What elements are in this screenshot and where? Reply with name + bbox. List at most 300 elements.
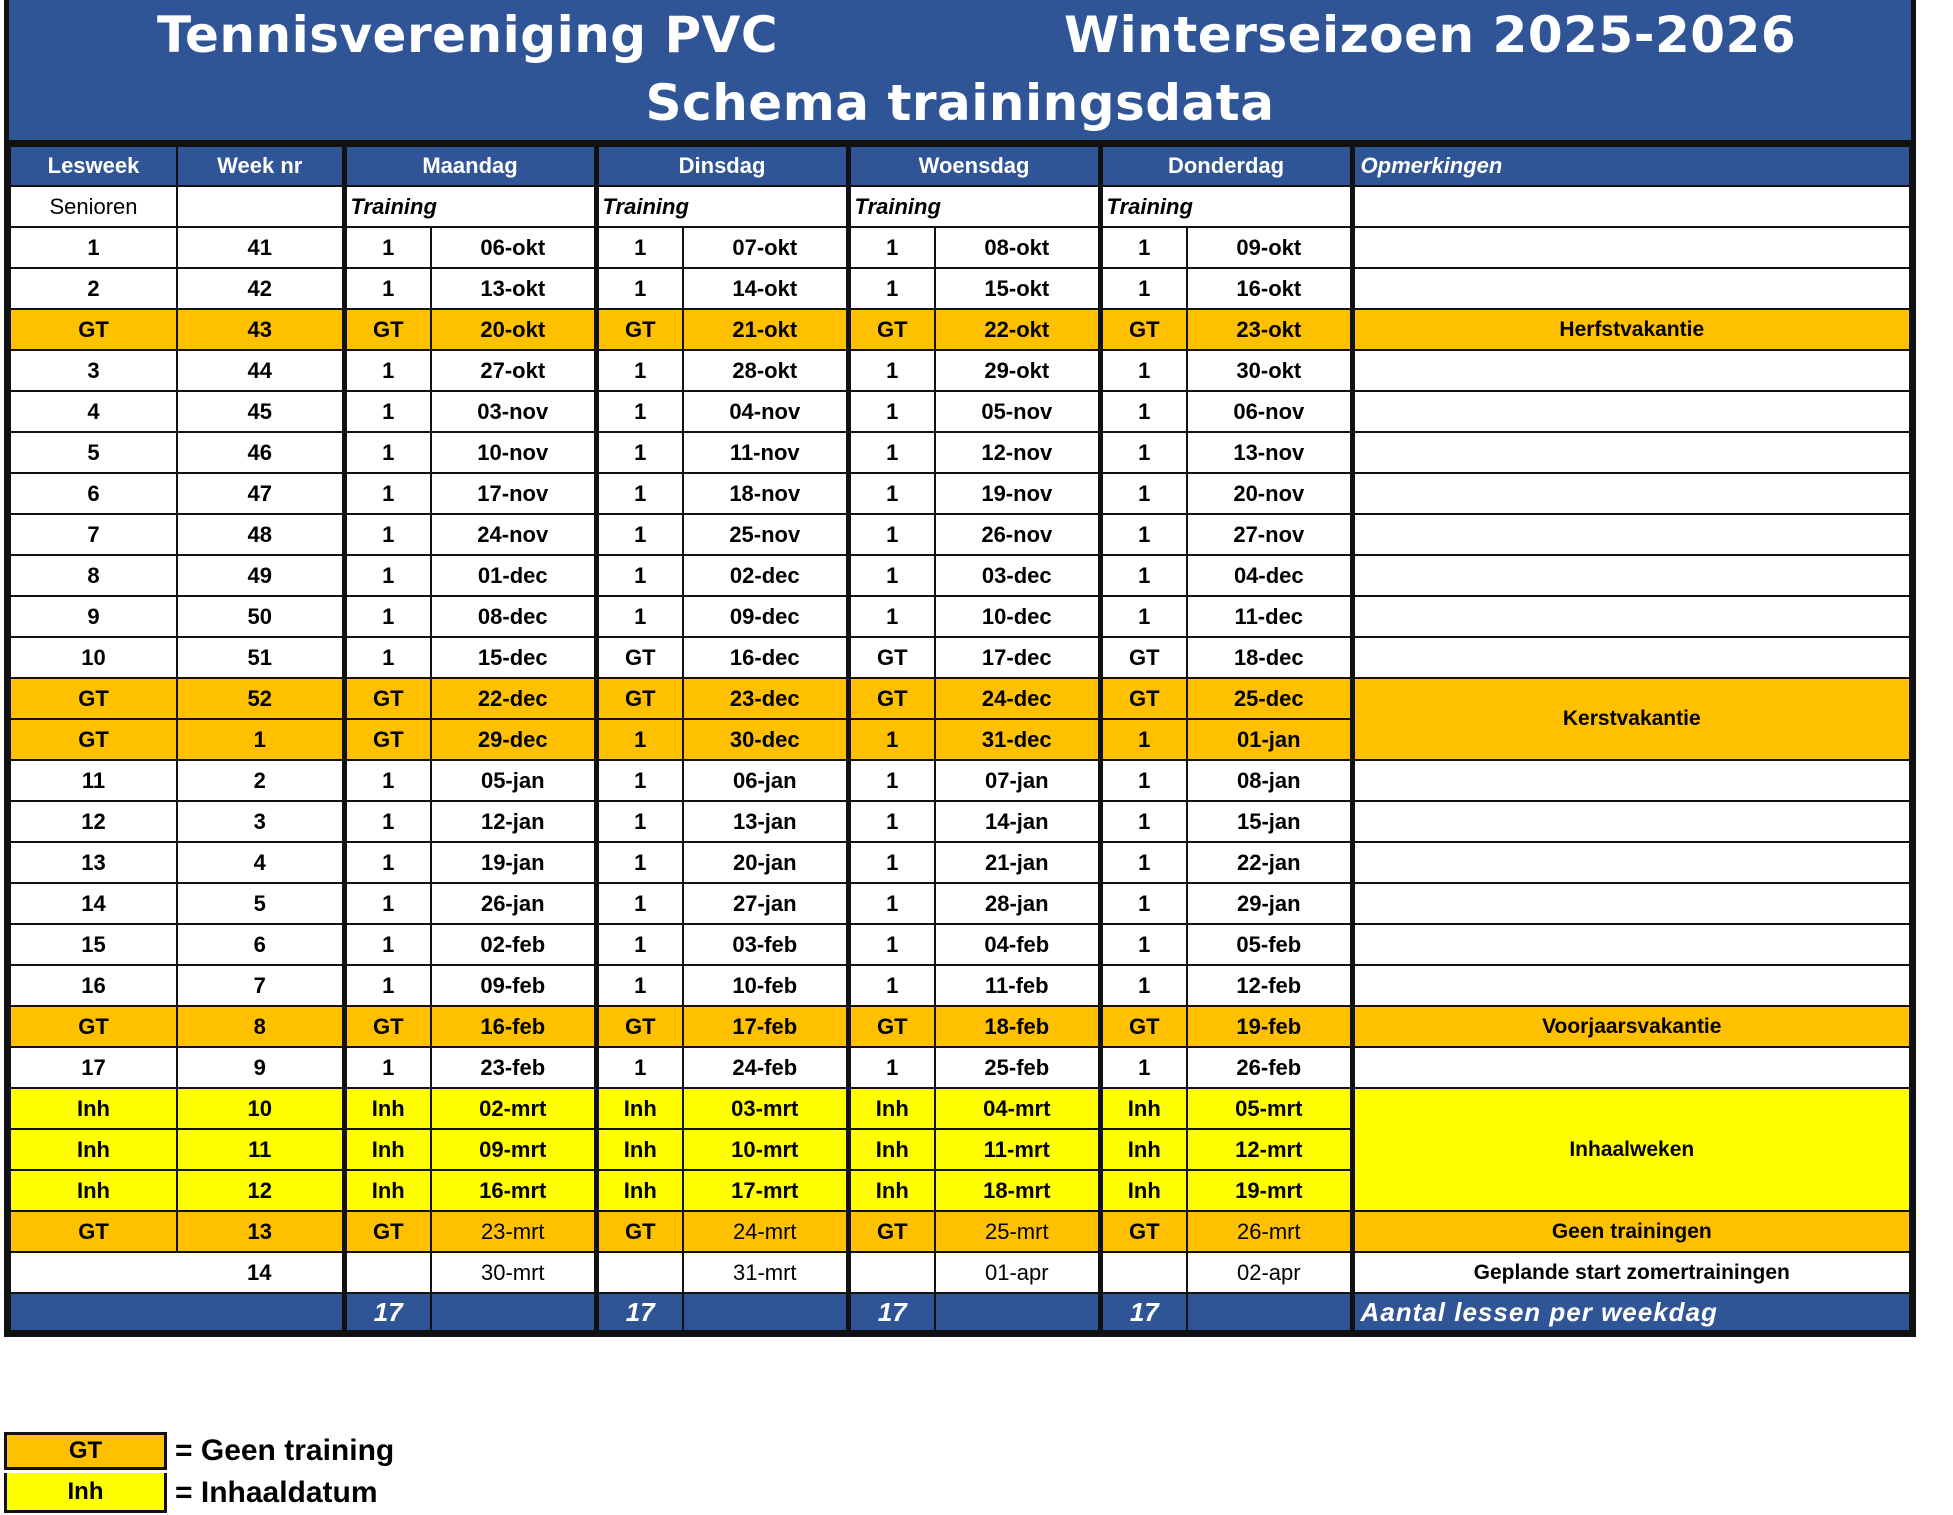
date-cell: 04-dec [1187, 555, 1352, 596]
session-count-cell: 1 [848, 350, 935, 391]
date-cell: 05-nov [935, 391, 1100, 432]
table-row [10, 801, 1910, 842]
remark-cell: Voorjaarsvakantie [1352, 1006, 1910, 1047]
session-count-cell: 1 [344, 391, 431, 432]
group-label: Senioren [10, 186, 177, 227]
count-maandag: 17 [344, 1293, 431, 1331]
session-count-cell: 1 [848, 924, 935, 965]
lesweek-cell: 11 [10, 760, 177, 801]
session-count-cell: 1 [1100, 227, 1187, 268]
date-cell: 01-jan [1187, 719, 1352, 760]
table-row [10, 473, 1910, 514]
date-cell: 07-jan [935, 760, 1100, 801]
session-count-cell: GT [596, 1006, 683, 1047]
table-row [10, 227, 1910, 268]
legend-item-inh [4, 1472, 394, 1514]
session-count-cell: 1 [344, 432, 431, 473]
session-count-cell: 1 [848, 473, 935, 514]
date-cell: 09-okt [1187, 227, 1352, 268]
remark-cell [1352, 432, 1910, 473]
date-cell: 19-nov [935, 473, 1100, 514]
date-cell: 18-feb [935, 1006, 1100, 1047]
lesweek-cell: 3 [10, 350, 177, 391]
table-row [10, 678, 1910, 719]
remark-cell [1352, 924, 1910, 965]
table-row [10, 1088, 1910, 1129]
date-cell: 22-dec [431, 678, 596, 719]
totals-label: Aantal lessen per weekdag [1352, 1293, 1910, 1331]
remark-cell: Geen trainingen [1352, 1211, 1910, 1252]
date-cell: 09-dec [683, 596, 848, 637]
session-count-cell: Inh [344, 1129, 431, 1170]
lesweek-cell: 10 [10, 637, 177, 678]
session-count-cell: 1 [1100, 760, 1187, 801]
date-cell: 10-dec [935, 596, 1100, 637]
session-count-cell: GT [1100, 1211, 1187, 1252]
date-cell: 30-mrt [431, 1252, 596, 1293]
date-cell: 28-jan [935, 883, 1100, 924]
weeknr-cell: 46 [177, 432, 344, 473]
session-count-cell: 1 [848, 432, 935, 473]
weeknr-cell: 9 [177, 1047, 344, 1088]
date-cell: 20-jan [683, 842, 848, 883]
date-cell: 14-okt [683, 268, 848, 309]
date-cell: 03-feb [683, 924, 848, 965]
date-cell: 30-okt [1187, 350, 1352, 391]
table-row [10, 924, 1910, 965]
col-opmerkingen: Opmerkingen [1352, 146, 1910, 186]
empty-cell [683, 1293, 848, 1331]
session-count-cell: GT [596, 1211, 683, 1252]
schedule-body [10, 227, 1910, 1293]
weeknr-cell: 14 [177, 1252, 344, 1293]
session-count-cell: 1 [596, 391, 683, 432]
session-count-cell: Inh [848, 1170, 935, 1211]
col-maandag: Maandag [344, 146, 596, 186]
date-cell: 23-okt [1187, 309, 1352, 350]
lesweek-cell: 5 [10, 432, 177, 473]
remark-cell [1352, 1047, 1910, 1088]
weeknr-cell: 6 [177, 924, 344, 965]
date-cell: 12-nov [935, 432, 1100, 473]
date-cell: 27-okt [431, 350, 596, 391]
date-cell: 24-feb [683, 1047, 848, 1088]
session-count-cell: GT [596, 309, 683, 350]
session-count-cell [1100, 1252, 1187, 1293]
remark-cell [1352, 637, 1910, 678]
session-count-cell: 1 [596, 883, 683, 924]
date-cell: 25-nov [683, 514, 848, 555]
session-count-cell: GT [1100, 1006, 1187, 1047]
session-count-cell: 1 [1100, 842, 1187, 883]
session-count-cell: 1 [1100, 883, 1187, 924]
session-count-cell [596, 1252, 683, 1293]
date-cell: 17-nov [431, 473, 596, 514]
session-count-cell: 1 [848, 801, 935, 842]
season-title: Winterseizoen 2025-2026 [1064, 6, 1797, 64]
date-cell: 05-feb [1187, 924, 1352, 965]
lesweek-cell: GT [10, 719, 177, 760]
date-cell: 15-dec [431, 637, 596, 678]
session-count-cell: 1 [1100, 965, 1187, 1006]
session-count-cell: GT [344, 309, 431, 350]
session-count-cell: 1 [848, 965, 935, 1006]
session-count-cell: GT [344, 1006, 431, 1047]
date-cell: 26-mrt [1187, 1211, 1352, 1252]
session-count-cell: Inh [1100, 1129, 1187, 1170]
session-count-cell: 1 [596, 842, 683, 883]
weeknr-cell: 8 [177, 1006, 344, 1047]
date-cell: 18-nov [683, 473, 848, 514]
date-cell: 31-dec [935, 719, 1100, 760]
date-cell: 29-dec [431, 719, 596, 760]
date-cell: 02-dec [683, 555, 848, 596]
session-count-cell: GT [1100, 637, 1187, 678]
remark-cell [1352, 760, 1910, 801]
date-cell: 03-nov [431, 391, 596, 432]
table-row [10, 760, 1910, 801]
date-cell: 12-feb [1187, 965, 1352, 1006]
date-cell: 10-mrt [683, 1129, 848, 1170]
date-cell: 15-okt [935, 268, 1100, 309]
weeknr-cell: 1 [177, 719, 344, 760]
lesweek-cell: 4 [10, 391, 177, 432]
weeknr-cell: 42 [177, 268, 344, 309]
legend [4, 1430, 394, 1514]
date-cell: 24-dec [935, 678, 1100, 719]
date-cell: 01-dec [431, 555, 596, 596]
session-count-cell: GT [1100, 309, 1187, 350]
lesweek-cell: Inh [10, 1088, 177, 1129]
legend-item-gt [4, 1430, 394, 1472]
weeknr-cell: 44 [177, 350, 344, 391]
count-dinsdag: 17 [596, 1293, 683, 1331]
session-count-cell: 1 [848, 596, 935, 637]
session-count-cell: Inh [596, 1129, 683, 1170]
schedule-sheet [4, 0, 1916, 1337]
date-cell: 04-nov [683, 391, 848, 432]
table-row [10, 555, 1910, 596]
table-row [10, 268, 1910, 309]
remark-cell: Kerstvakantie [1352, 678, 1910, 760]
date-cell: 03-dec [935, 555, 1100, 596]
lesweek-cell: GT [10, 1211, 177, 1252]
session-count-cell: 1 [1100, 801, 1187, 842]
session-count-cell: GT [848, 1006, 935, 1047]
lesweek-cell: 15 [10, 924, 177, 965]
remark-cell: Geplande start zomertrainingen [1352, 1252, 1910, 1293]
date-cell: 26-feb [1187, 1047, 1352, 1088]
club-title: Tennisvereniging PVC [157, 6, 779, 64]
date-cell: 05-jan [431, 760, 596, 801]
totals-row [10, 1293, 1910, 1331]
date-cell: 08-dec [431, 596, 596, 637]
lesweek-cell: GT [10, 678, 177, 719]
date-cell: 21-jan [935, 842, 1100, 883]
date-cell: 16-okt [1187, 268, 1352, 309]
lesweek-cell: GT [10, 309, 177, 350]
session-count-cell: 1 [848, 719, 935, 760]
session-count-cell: GT [848, 678, 935, 719]
weeknr-cell: 12 [177, 1170, 344, 1211]
remark-cell [1352, 555, 1910, 596]
date-cell: 11-mrt [935, 1129, 1100, 1170]
lesweek-cell: Inh [10, 1170, 177, 1211]
session-count-cell: Inh [1100, 1088, 1187, 1129]
session-count-cell: 1 [596, 760, 683, 801]
session-count-cell: GT [848, 1211, 935, 1252]
remark-cell [1352, 268, 1910, 309]
session-count-cell: 1 [596, 801, 683, 842]
count-donderdag: 17 [1100, 1293, 1187, 1331]
session-count-cell: 1 [344, 801, 431, 842]
session-count-cell: 1 [848, 883, 935, 924]
session-count-cell: 1 [596, 514, 683, 555]
session-count-cell: 1 [848, 268, 935, 309]
empty-cell [1352, 186, 1910, 227]
session-count-cell: Inh [596, 1170, 683, 1211]
lesweek-cell: 16 [10, 965, 177, 1006]
table-row [10, 1047, 1910, 1088]
date-cell: 26-nov [935, 514, 1100, 555]
session-count-cell: 1 [344, 1047, 431, 1088]
date-cell: 09-mrt [431, 1129, 596, 1170]
session-count-cell: GT [596, 678, 683, 719]
date-cell: 20-nov [1187, 473, 1352, 514]
session-count-cell: 1 [848, 514, 935, 555]
date-cell: 31-mrt [683, 1252, 848, 1293]
training-label: Training [344, 186, 596, 227]
table-row [10, 1006, 1910, 1047]
weeknr-cell: 48 [177, 514, 344, 555]
lesweek-cell: 14 [10, 883, 177, 924]
lesweek-cell: 13 [10, 842, 177, 883]
date-cell: 02-feb [431, 924, 596, 965]
session-count-cell: 1 [596, 227, 683, 268]
date-cell: 11-feb [935, 965, 1100, 1006]
weeknr-cell: 10 [177, 1088, 344, 1129]
table-row [10, 883, 1910, 924]
date-cell: 20-okt [431, 309, 596, 350]
date-cell: 19-feb [1187, 1006, 1352, 1047]
session-count-cell: 1 [1100, 391, 1187, 432]
lesweek-cell: 12 [10, 801, 177, 842]
remark-cell [1352, 350, 1910, 391]
table-row [10, 637, 1910, 678]
lesweek-cell: 1 [10, 227, 177, 268]
lesweek-cell: 6 [10, 473, 177, 514]
empty-cell [177, 186, 344, 227]
empty-cell [1187, 1293, 1352, 1331]
date-cell: 04-feb [935, 924, 1100, 965]
table-row [10, 350, 1910, 391]
training-label: Training [1100, 186, 1352, 227]
date-cell: 13-okt [431, 268, 596, 309]
remark-cell: Herfstvakantie [1352, 309, 1910, 350]
date-cell: 25-dec [1187, 678, 1352, 719]
table-row [10, 514, 1910, 555]
col-weeknr: Week nr [177, 146, 344, 186]
date-cell: 19-mrt [1187, 1170, 1352, 1211]
session-count-cell: 1 [1100, 1047, 1187, 1088]
remark-cell [1352, 596, 1910, 637]
session-count-cell: 1 [848, 842, 935, 883]
table-row [10, 596, 1910, 637]
session-count-cell: 1 [596, 1047, 683, 1088]
date-cell: 17-dec [935, 637, 1100, 678]
session-count-cell: 1 [596, 924, 683, 965]
table-row [10, 842, 1910, 883]
empty-cell [431, 1293, 596, 1331]
table-row [10, 1252, 1910, 1293]
date-cell: 13-jan [683, 801, 848, 842]
weeknr-cell: 7 [177, 965, 344, 1006]
session-count-cell: 1 [1100, 514, 1187, 555]
date-cell: 16-mrt [431, 1170, 596, 1211]
session-count-cell: GT [1100, 678, 1187, 719]
date-cell: 23-mrt [431, 1211, 596, 1252]
date-cell: 27-jan [683, 883, 848, 924]
date-cell: 14-jan [935, 801, 1100, 842]
session-count-cell: 1 [1100, 924, 1187, 965]
session-count-cell: 1 [1100, 268, 1187, 309]
legend-text-gt: = Geen training [175, 1434, 395, 1467]
lesweek-cell: 7 [10, 514, 177, 555]
session-count-cell: GT [344, 678, 431, 719]
session-count-cell: 1 [596, 432, 683, 473]
lesweek-cell: 9 [10, 596, 177, 637]
session-count-cell: Inh [1100, 1170, 1187, 1211]
session-count-cell: 1 [596, 965, 683, 1006]
session-count-cell: 1 [1100, 473, 1187, 514]
session-count-cell: Inh [344, 1170, 431, 1211]
schedule-title: Schema trainingsdata [645, 74, 1275, 132]
session-count-cell: 1 [1100, 719, 1187, 760]
session-count-cell: 1 [344, 596, 431, 637]
table-row [10, 1211, 1910, 1252]
date-cell: 25-feb [935, 1047, 1100, 1088]
date-cell: 19-jan [431, 842, 596, 883]
date-cell: 04-mrt [935, 1088, 1100, 1129]
col-dinsdag: Dinsdag [596, 146, 848, 186]
session-count-cell: 1 [344, 555, 431, 596]
column-header-row [10, 146, 1910, 186]
session-count-cell: GT [344, 1211, 431, 1252]
session-count-cell: 1 [596, 555, 683, 596]
date-cell: 21-okt [683, 309, 848, 350]
session-count-cell: 1 [848, 391, 935, 432]
date-cell: 17-mrt [683, 1170, 848, 1211]
weeknr-cell: 50 [177, 596, 344, 637]
weeknr-cell: 47 [177, 473, 344, 514]
date-cell: 02-apr [1187, 1252, 1352, 1293]
date-cell: 06-okt [431, 227, 596, 268]
date-cell: 23-dec [683, 678, 848, 719]
session-count-cell: GT [596, 637, 683, 678]
lesweek-cell: 17 [10, 1047, 177, 1088]
lesweek-cell: 8 [10, 555, 177, 596]
weeknr-cell: 41 [177, 227, 344, 268]
session-count-cell: Inh [344, 1088, 431, 1129]
date-cell: 17-feb [683, 1006, 848, 1047]
session-count-cell: 1 [596, 473, 683, 514]
session-count-cell: 1 [1100, 350, 1187, 391]
session-count-cell: 1 [344, 637, 431, 678]
date-cell: 18-dec [1187, 637, 1352, 678]
session-count-cell: 1 [848, 760, 935, 801]
date-cell: 06-jan [683, 760, 848, 801]
date-cell: 29-jan [1187, 883, 1352, 924]
date-cell: 22-okt [935, 309, 1100, 350]
date-cell: 23-feb [431, 1047, 596, 1088]
session-count-cell: Inh [848, 1129, 935, 1170]
date-cell: 29-okt [935, 350, 1100, 391]
session-count-cell: 1 [1100, 555, 1187, 596]
session-count-cell: 1 [344, 883, 431, 924]
session-count-cell: 1 [848, 227, 935, 268]
date-cell: 10-nov [431, 432, 596, 473]
session-count-cell: GT [848, 309, 935, 350]
date-cell: 02-mrt [431, 1088, 596, 1129]
legend-text-inh: = Inhaaldatum [175, 1476, 378, 1509]
date-cell: 24-mrt [683, 1211, 848, 1252]
session-count-cell [848, 1252, 935, 1293]
date-cell: 28-okt [683, 350, 848, 391]
date-cell: 01-apr [935, 1252, 1100, 1293]
date-cell: 30-dec [683, 719, 848, 760]
remark-cell [1352, 227, 1910, 268]
session-count-cell: 1 [344, 268, 431, 309]
schedule-table [9, 145, 1911, 1332]
session-count-cell: GT [848, 637, 935, 678]
weeknr-cell: 45 [177, 391, 344, 432]
empty-cell [10, 1293, 344, 1331]
legend-swatch-gt: GT [4, 1432, 167, 1470]
date-cell: 26-jan [431, 883, 596, 924]
training-label: Training [596, 186, 848, 227]
remark-cell [1352, 883, 1910, 924]
session-count-cell: 1 [344, 965, 431, 1006]
weeknr-cell: 5 [177, 883, 344, 924]
col-lesweek: Lesweek [10, 146, 177, 186]
remark-cell [1352, 801, 1910, 842]
remark-cell [1352, 965, 1910, 1006]
session-count-cell: 1 [344, 350, 431, 391]
session-count-cell: 1 [344, 842, 431, 883]
weeknr-cell: 2 [177, 760, 344, 801]
date-cell: 06-nov [1187, 391, 1352, 432]
date-cell: 27-nov [1187, 514, 1352, 555]
subheader-row [10, 186, 1910, 227]
table-row [10, 391, 1910, 432]
date-cell: 10-feb [683, 965, 848, 1006]
session-count-cell: 1 [596, 719, 683, 760]
date-cell: 22-jan [1187, 842, 1352, 883]
date-cell: 09-feb [431, 965, 596, 1006]
date-cell: 13-nov [1187, 432, 1352, 473]
weeknr-cell: 49 [177, 555, 344, 596]
date-cell: 12-mrt [1187, 1129, 1352, 1170]
empty-cell [935, 1293, 1100, 1331]
weeknr-cell: 52 [177, 678, 344, 719]
legend-swatch-inh: Inh [4, 1473, 167, 1513]
lesweek-cell: 2 [10, 268, 177, 309]
session-count-cell: 1 [344, 760, 431, 801]
date-cell: 08-okt [935, 227, 1100, 268]
session-count-cell: 1 [1100, 432, 1187, 473]
session-count-cell: GT [344, 719, 431, 760]
date-cell: 05-mrt [1187, 1088, 1352, 1129]
